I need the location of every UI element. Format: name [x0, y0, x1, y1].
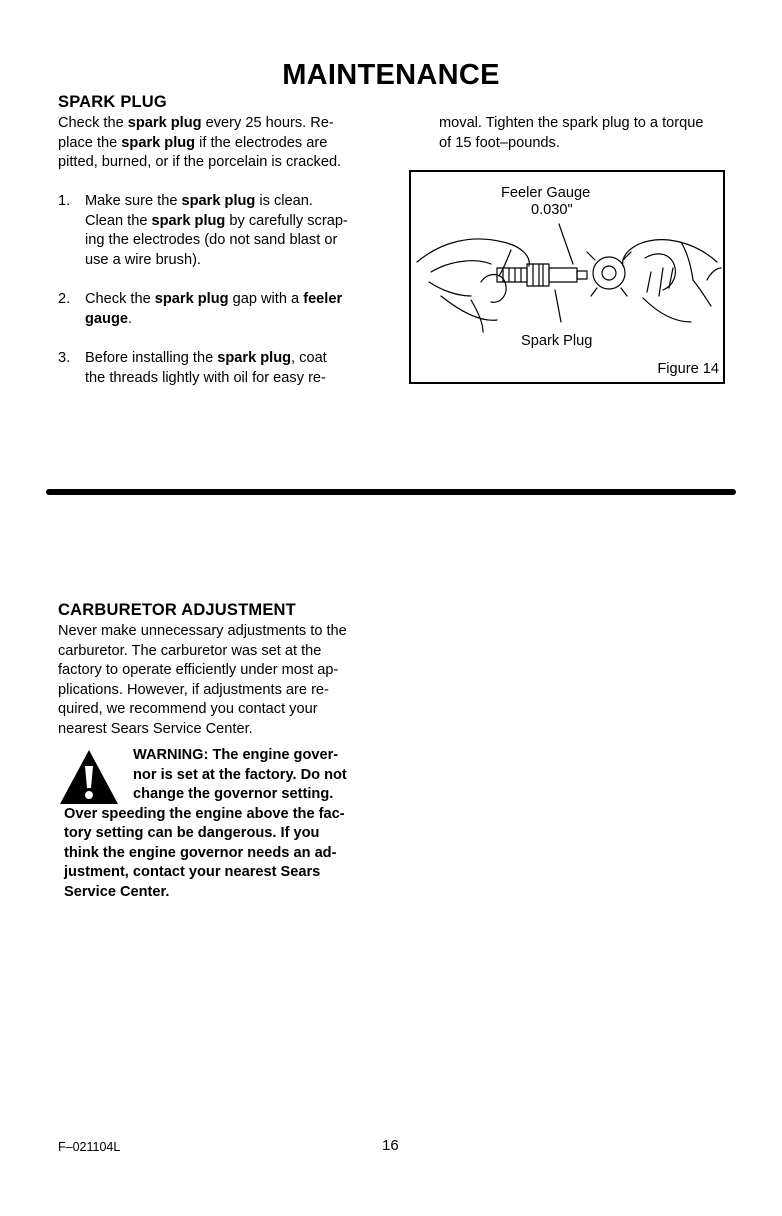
- step-number: 3.: [58, 350, 71, 366]
- section-divider: [46, 489, 736, 495]
- carburetor-text: Never make unnecessary adjustments to the carburetor. The carburetor was set at the factory to operate efficiently under most ap- plications. However, if adjustments are re- quired, we recommend you contact your nearest Sears Service Center.: [58, 623, 347, 737]
- spark-plug-illustration: [411, 172, 723, 382]
- step-number: 2.: [58, 291, 71, 307]
- carburetor-heading: CARBURETOR ADJUSTMENT: [58, 601, 296, 619]
- figure-14: [409, 170, 725, 384]
- intro-line: Check the spark plug every 25 hours. Re-: [58, 115, 334, 131]
- spark-plug-intro: [58, 114, 388, 173]
- page-number: 16: [382, 1137, 399, 1154]
- intro-line: place the spark plug if the electrodes are: [58, 134, 328, 151]
- step-3: 3. Before installing the spark plug, coat the threads lightly with oil for easy re-: [58, 350, 327, 386]
- spark-plug-heading: SPARK PLUG: [58, 93, 167, 111]
- figure-caption: Figure 14: [657, 361, 719, 377]
- warning-header: WARNING: The engine gover- nor is set at the factory. Do not change the governor setting.: [133, 747, 347, 802]
- step-1: 1. Make sure the spark plug is clean. Clean the spark plug by carefully scrap- ing the electrodes (do not sand blast or use a wire brush).: [58, 193, 348, 268]
- spark-plug-continuation: moval. Tighten the spark plug to a torque of 15 foot–pounds.: [439, 115, 704, 151]
- warning-triangle-icon: [58, 748, 120, 806]
- spark-plug-label: Spark Plug: [521, 333, 593, 349]
- gap-value-label: 0.030": [531, 202, 573, 218]
- page-title: MAINTENANCE: [282, 59, 500, 91]
- feeler-gauge-label: Feeler Gauge: [501, 185, 591, 201]
- step-number: 1.: [58, 193, 71, 209]
- warning-body: Over speeding the engine above the fac- tory setting can be dangerous. If you think the engine governor needs an ad- justment, contact your nearest Sears Service Center.: [64, 805, 345, 900]
- document-code: F–021104L: [58, 1140, 121, 1154]
- intro-line: pitted, burned, or if the porcelain is cracked.: [58, 154, 342, 170]
- step-2: 2. Check the spark plug gap with a feeler gauge.: [58, 291, 343, 327]
